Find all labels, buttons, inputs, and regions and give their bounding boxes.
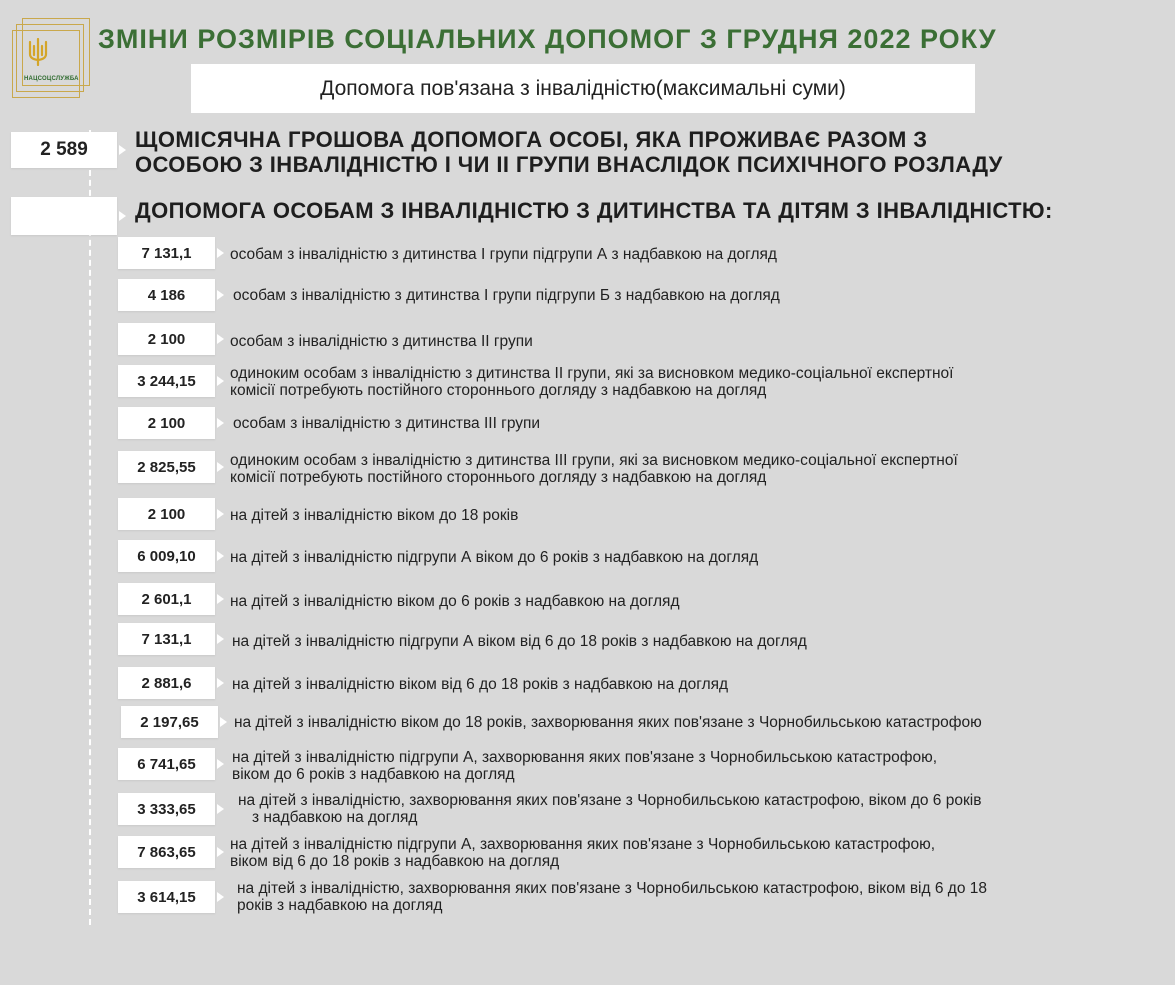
item-description-line: років з надбавкою на догляд: [237, 897, 443, 914]
item-description-line: на дітей з інвалідністю підгрупи А віком до 6 років з надбавкою на догляд: [230, 549, 759, 566]
page-title: ЗМІНИ РОЗМІРІВ СОЦІАЛЬНИХ ДОПОМОГ З ГРУДНЯ 2022 РОКУ: [98, 24, 997, 54]
section2-amount: [11, 197, 117, 235]
item-amount-6: 2 825,55: [118, 451, 215, 483]
item-description-line: на дітей з інвалідністю віком до 6 років з надбавкою на догляд: [230, 593, 680, 610]
item-amount-14: 3 333,65: [118, 793, 215, 825]
item-description-11: [232, 676, 728, 693]
item-amount-11: 2 881,6: [118, 667, 215, 699]
item-amount-13: 6 741,65: [118, 748, 215, 780]
item-description-13: [232, 749, 937, 783]
section1-heading-line1: ЩОМІСЯЧНА ГРОШОВА ДОПОМОГА ОСОБІ, ЯКА ПРОЖИВАЄ РАЗОМ З: [135, 127, 928, 152]
item-description-9: [230, 593, 680, 610]
section2-heading: ДОПОМОГА ОСОБАМ З ІНВАЛІДНІСТЮ З ДИТИНСТВА ТА ДІТЯМ З ІНВАЛІДНІСТЮ:: [135, 198, 1053, 223]
item-description-14: [238, 792, 981, 826]
logo-text: НАЦСОЦСЛУЖБА: [24, 76, 79, 82]
item-description-line: особам з інвалідністю з дитинства ІІ групи: [230, 333, 533, 350]
item-amount-16: 3 614,15: [118, 881, 215, 913]
item-amount-8: 6 009,10: [118, 540, 215, 572]
item-description-line: віком до 6 років з надбавкою на догляд: [232, 766, 515, 783]
item-description-line: на дітей з інвалідністю підгрупи А, захворювання яких пов'язане з Чорнобильською катастрофою,: [232, 749, 938, 766]
section1-amount: 2 589: [11, 132, 117, 168]
item-description-line: на дітей з інвалідністю віком до 18 років: [230, 507, 519, 524]
trident-icon: [26, 38, 50, 66]
item-description-line: з надбавкою на догляд: [252, 809, 418, 826]
item-description-line: на дітей з інвалідністю підгрупи А віком від 6 до 18 років з надбавкою на догляд: [232, 633, 807, 650]
item-amount-12: 2 197,65: [121, 706, 218, 738]
item-description-line: на дітей з інвалідністю підгрупи А, захворювання яких пов'язане з Чорнобильською катастрофою,: [230, 836, 936, 853]
item-description-2: [233, 287, 780, 304]
page-subtitle: Допомога пов'язана з інвалідністю(максимальні суми): [191, 64, 975, 113]
item-description-6: [230, 452, 958, 486]
section1-heading: [135, 127, 1003, 177]
item-description-line: на дітей з інвалідністю, захворювання яких пов'язане з Чорнобильською катастрофою, віком до 6 років: [238, 792, 982, 809]
item-description-line: особам з інвалідністю з дитинства І групи підгрупи А з надбавкою на догляд: [230, 246, 777, 263]
nacsocsluzhba-logo: [12, 18, 92, 100]
item-description-3: [230, 333, 533, 350]
item-amount-1: 7 131,1: [118, 237, 215, 269]
item-amount-4: 3 244,15: [118, 365, 215, 397]
item-description-5: [233, 415, 540, 432]
item-description-line: комісії потребують постійного стороннього догляду з надбавкою на догляд: [230, 469, 767, 486]
section1-heading-line2: ОСОБОЮ З ІНВАЛІДНІСТЮ І ЧИ ІІ ГРУПИ ВНАСЛІДОК ПСИХІЧНОГО РОЗЛАДУ: [135, 152, 1003, 177]
item-description-8: [230, 549, 758, 566]
item-description-line: на дітей з інвалідністю, захворювання яких пов'язане з Чорнобильською катастрофою, віком від 6 до 18: [237, 880, 987, 897]
item-description-12: [234, 714, 982, 731]
item-description-line: віком від 6 до 18 років з надбавкою на догляд: [230, 853, 560, 870]
item-description-line: особам з інвалідністю з дитинства ІІІ групи: [233, 415, 541, 432]
item-amount-7: 2 100: [118, 498, 215, 530]
item-amount-10: 7 131,1: [118, 623, 215, 655]
item-amount-2: 4 186: [118, 279, 215, 311]
item-amount-9: 2 601,1: [118, 583, 215, 615]
item-description-line: на дітей з інвалідністю віком від 6 до 18 років з надбавкою на догляд: [232, 676, 729, 693]
item-description-16: [237, 880, 987, 914]
item-description-line: одиноким особам з інвалідністю з дитинства ІІІ групи, які за висновком медико-соціальної експертної: [230, 452, 958, 469]
item-description-15: [230, 836, 935, 870]
item-description-4: [230, 365, 953, 399]
item-description-1: [230, 246, 777, 263]
item-description-10: [232, 633, 807, 650]
item-description-7: [230, 507, 518, 524]
item-description-line: одиноким особам з інвалідністю з дитинства ІІ групи, які за висновком медико-соціальної експертної: [230, 365, 954, 382]
item-amount-3: 2 100: [118, 323, 215, 355]
item-description-line: комісії потребують постійного стороннього догляду з надбавкою на догляд: [230, 382, 767, 399]
item-description-line: на дітей з інвалідністю віком до 18 років, захворювання яких пов'язане з Чорнобильською катастрофою: [234, 714, 982, 731]
item-description-line: особам з інвалідністю з дитинства І групи підгрупи Б з надбавкою на догляд: [233, 287, 780, 304]
item-amount-5: 2 100: [118, 407, 215, 439]
timeline-divider: [89, 130, 91, 925]
item-amount-15: 7 863,65: [118, 836, 215, 868]
